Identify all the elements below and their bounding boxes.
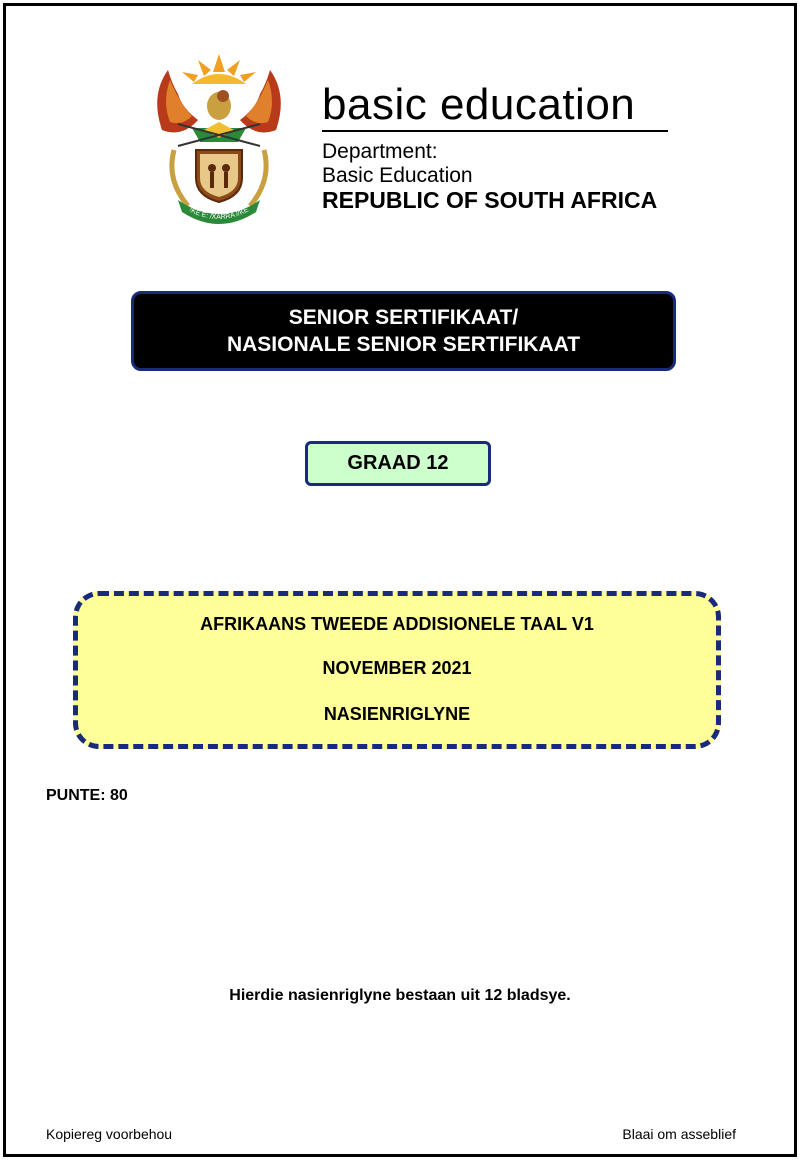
crest-motto: !KE E: /XARRA //KE bbox=[188, 206, 250, 222]
left-wheat bbox=[172, 150, 188, 206]
footer-copyright: Kopiereg voorbehou bbox=[46, 1126, 173, 1142]
coat-of-arms-logo bbox=[148, 50, 290, 228]
total-marks: PUNTE: 80 bbox=[46, 787, 128, 804]
certificate-banner bbox=[131, 291, 676, 371]
sun-rays bbox=[182, 54, 256, 84]
subject-title: AFRIKAANS TWEEDE ADDISIONELE TAAL V1 bbox=[200, 614, 594, 634]
country-name: REPUBLIC OF SOUTH AFRICA bbox=[322, 187, 658, 213]
footer-turn-page: Blaai om asseblief bbox=[622, 1126, 736, 1142]
subject-box bbox=[73, 591, 721, 749]
banner-line-1: SENIOR SERTIFIKAAT/ bbox=[288, 306, 519, 329]
grade-badge: GRAAD 12 bbox=[305, 441, 491, 486]
document-type: NASIENRIGLYNE bbox=[323, 704, 471, 724]
exam-session: NOVEMBER 2021 bbox=[322, 658, 472, 678]
banner-line-2: NASIONALE SENIOR SERTIFIKAAT bbox=[226, 333, 581, 356]
department-name: Basic Education bbox=[322, 164, 473, 187]
brand-underline bbox=[322, 130, 668, 132]
right-wheat bbox=[250, 150, 266, 206]
page-count-note: Hierdie nasienriglyne bestaan uit 12 bladsye. bbox=[229, 987, 571, 1004]
department-label: Department: bbox=[322, 140, 438, 163]
brand-title: basic education bbox=[322, 80, 636, 129]
